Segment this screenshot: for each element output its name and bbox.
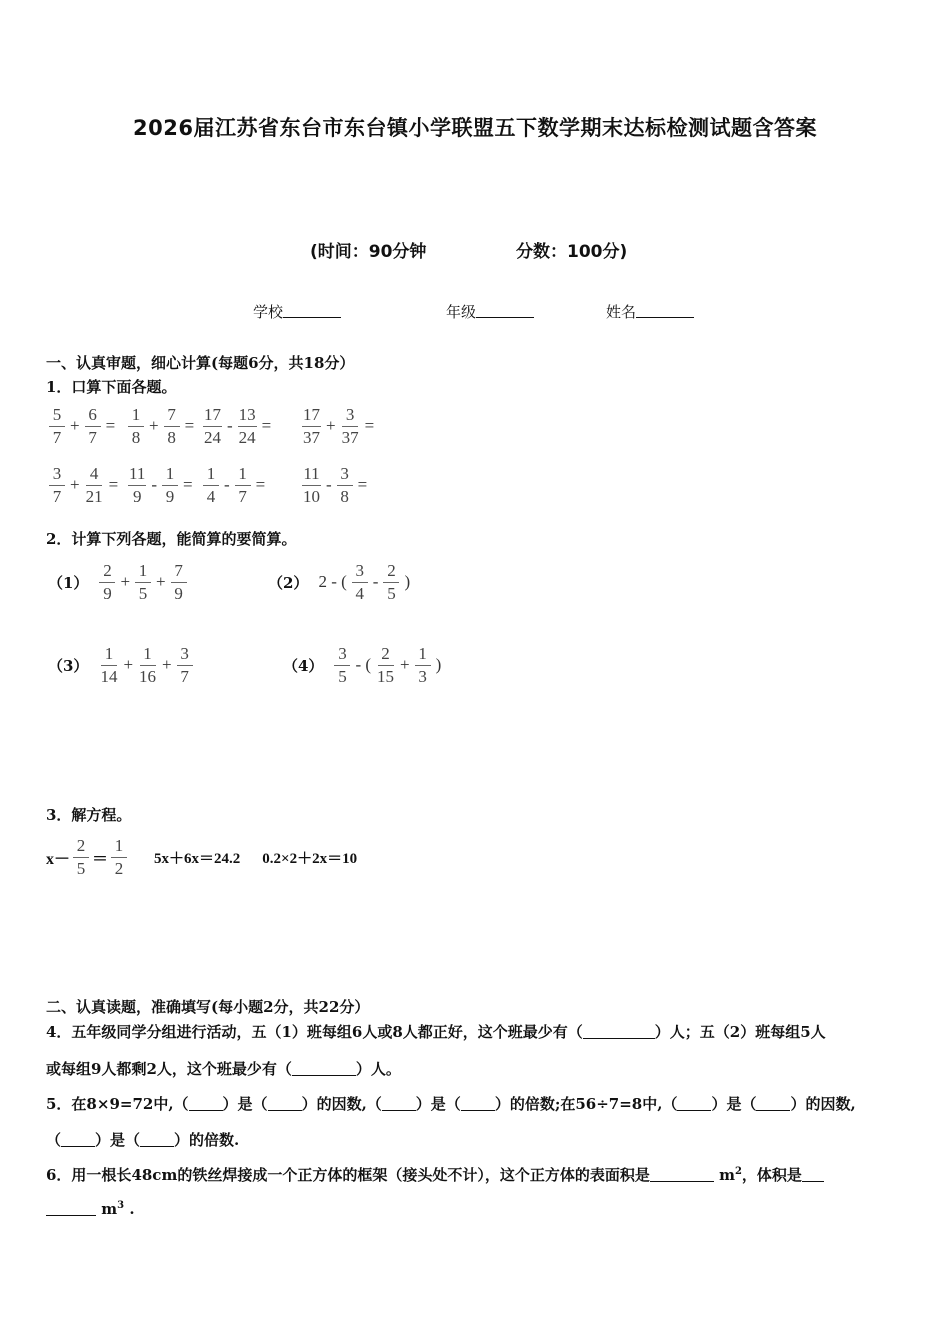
denominator: 2 xyxy=(114,858,124,878)
q3-label: 3．解方程。 xyxy=(46,806,132,824)
fraction xyxy=(85,465,104,506)
numerator: 1 xyxy=(101,645,117,666)
q2-part4-label: （4） xyxy=(283,656,324,675)
q1-item xyxy=(299,465,369,506)
denominator: 7 xyxy=(238,486,247,506)
fraction xyxy=(177,645,193,686)
denominator: 5 xyxy=(76,858,86,878)
q5-blank[interactable] xyxy=(189,1096,223,1111)
fraction xyxy=(341,406,360,447)
operator: = xyxy=(108,475,119,495)
numerator: 1 xyxy=(111,837,127,858)
denominator: 7 xyxy=(52,427,62,447)
fraction xyxy=(99,562,115,603)
operator: = xyxy=(105,416,116,436)
denominator: 9 xyxy=(103,583,112,603)
q3-eq1-frac-a xyxy=(70,837,92,878)
q6-blank2[interactable] xyxy=(802,1167,824,1182)
numerator: 1 xyxy=(235,465,251,486)
q2-part1 xyxy=(48,562,190,603)
q2-label: 2．计算下列各题，能简算的要简算。 xyxy=(46,530,297,548)
numerator: 3 xyxy=(177,645,193,666)
operator: - xyxy=(224,475,230,495)
numerator: 1 xyxy=(135,562,151,583)
q4-blank1[interactable] xyxy=(583,1024,655,1039)
q5-line2: （ ）是（ ）的倍数. xyxy=(46,1131,240,1149)
denominator: 5 xyxy=(338,666,347,686)
section2-heading: 二、认真读题，准确填写(每小题2分，共22分） xyxy=(46,998,370,1016)
fraction xyxy=(415,645,431,686)
numerator: 7 xyxy=(164,406,180,427)
numerator: 1 xyxy=(203,465,219,486)
denominator: 8 xyxy=(167,427,176,447)
denominator: 37 xyxy=(303,427,320,447)
operator: + xyxy=(162,655,172,675)
denominator: 7 xyxy=(88,427,97,447)
numerator: 17 xyxy=(203,406,222,427)
denominator: 7 xyxy=(180,666,189,686)
fraction xyxy=(302,465,321,506)
exam-score: 分数：100分) xyxy=(516,242,628,262)
numerator: 2 xyxy=(99,562,115,583)
numerator: 7 xyxy=(171,562,187,583)
denominator: 9 xyxy=(132,486,142,506)
q4-line2: 或每组9人都剩2人，这个班最少有（ ）人。 xyxy=(46,1060,401,1078)
grade-field[interactable]: 年级 xyxy=(446,301,534,322)
fraction xyxy=(111,837,127,878)
denominator: 4 xyxy=(355,583,365,603)
q5-blank[interactable] xyxy=(677,1096,711,1111)
numerator: 11 xyxy=(128,465,146,486)
q2-part2-tail: ) xyxy=(404,572,411,592)
numerator: 2 xyxy=(73,837,89,858)
numerator: 4 xyxy=(86,465,102,486)
q1-item xyxy=(200,406,273,447)
q2-part2 xyxy=(268,562,412,603)
operator: + xyxy=(156,572,166,592)
q3-eq3: 0.2×2＋2x＝10 xyxy=(262,850,358,867)
denominator: 21 xyxy=(85,486,103,506)
q3-eq1-frac-b xyxy=(108,837,130,878)
fraction xyxy=(352,562,368,603)
q2-part1-expr xyxy=(96,562,189,603)
fraction xyxy=(203,406,222,447)
q3-eq2: 5x＋6x＝24.2 xyxy=(154,850,241,867)
fraction xyxy=(383,562,399,603)
numerator: 2 xyxy=(383,562,399,583)
numerator: 3 xyxy=(49,465,65,486)
operator: = xyxy=(261,416,272,436)
numerator: 6 xyxy=(85,406,101,427)
operator: + xyxy=(120,572,131,592)
numerator: 3 xyxy=(352,562,368,583)
numerator: 5 xyxy=(49,406,65,427)
denominator: 4 xyxy=(206,486,216,506)
operator: + xyxy=(149,416,159,436)
q1-item xyxy=(200,465,267,506)
denominator: 3 xyxy=(418,666,427,686)
denominator: 8 xyxy=(340,486,349,506)
denominator: 15 xyxy=(377,666,395,686)
numerator: 1 xyxy=(128,406,144,427)
denominator: 24 xyxy=(238,427,256,447)
fraction xyxy=(49,465,65,506)
fraction xyxy=(49,406,65,447)
operator: - xyxy=(227,416,233,436)
denominator: 10 xyxy=(303,486,320,506)
denominator: 16 xyxy=(139,666,157,686)
fraction xyxy=(334,645,350,686)
q6-blank1[interactable] xyxy=(650,1167,714,1182)
denominator: 5 xyxy=(387,583,396,603)
q2-part3-expr xyxy=(96,645,195,686)
fraction xyxy=(376,645,395,686)
fraction xyxy=(99,645,118,686)
denominator: 9 xyxy=(174,583,183,603)
denominator: 8 xyxy=(131,427,141,447)
q5-blank[interactable] xyxy=(756,1096,790,1111)
numerator: 17 xyxy=(302,406,321,427)
q2-part2-expr xyxy=(349,562,403,603)
page-title: 2026届江苏省东台市东台镇小学联盟五下数学期末达标检测试题含答案 xyxy=(133,116,817,140)
operator: + xyxy=(123,655,134,675)
q1-item xyxy=(46,465,120,506)
operator: + xyxy=(70,475,80,495)
fraction xyxy=(128,465,146,506)
q2-part4-tail: ) xyxy=(435,655,442,675)
numerator: 1 xyxy=(140,645,156,666)
q4-line1: 4．五年级同学分组进行活动，五（1）班每组6人或8人都正好，这个班最少有（ ）人；五（2）班每组5人 xyxy=(46,1023,826,1041)
operator: - xyxy=(151,475,158,495)
operator: + xyxy=(326,416,336,436)
q3-eq1-equals: ＝ xyxy=(92,850,109,868)
q6-blank2-cont[interactable] xyxy=(46,1201,96,1216)
fraction xyxy=(164,406,180,447)
q2-part2-label: （2） xyxy=(268,573,309,592)
numerator: 3 xyxy=(342,406,358,427)
q1-item xyxy=(46,406,117,447)
denominator: 14 xyxy=(100,666,118,686)
fraction xyxy=(162,465,178,506)
operator: + xyxy=(70,416,80,436)
fraction xyxy=(135,562,151,603)
q6-line1: 6．用一根长48cm的铁丝焊接成一个正方体的框架（接头处不计），这个正方体的表面积是 $m^2$，体积是 xyxy=(46,1164,824,1185)
numerator: 1 xyxy=(415,645,431,666)
section1-heading: 一、认真审题，细心计算(每题6分，共18分） xyxy=(46,354,355,372)
fraction xyxy=(73,837,89,878)
q2-part4-first xyxy=(331,645,353,686)
operator: = xyxy=(183,475,193,495)
operator: + xyxy=(400,655,410,675)
operator: - xyxy=(372,572,379,592)
fraction xyxy=(337,465,353,506)
q5-blank[interactable] xyxy=(461,1096,495,1111)
q2-part1-label: （1） xyxy=(48,573,89,592)
q5-line1: 5．在8×9=72中,（ ）是（ ）的因数,（ ）是（ ）的倍数;在56÷7=8中,（ ）是（ ）的因数, xyxy=(46,1095,856,1113)
q5-blank[interactable] xyxy=(140,1132,174,1147)
operator: = xyxy=(364,416,375,436)
q5-blank[interactable] xyxy=(268,1096,302,1111)
fraction xyxy=(238,406,257,447)
q3-equations xyxy=(46,837,357,878)
fraction xyxy=(235,465,251,506)
q2-part3 xyxy=(48,645,196,686)
q2-part3-label: （3） xyxy=(48,656,89,675)
name-field[interactable]: 姓名 xyxy=(606,301,694,322)
q1-item xyxy=(299,406,376,447)
numerator: 2 xyxy=(378,645,394,666)
q3-eq1-lead: x－ xyxy=(46,850,71,868)
numerator: 13 xyxy=(238,406,257,427)
fraction xyxy=(302,406,321,447)
q1-item xyxy=(125,465,195,506)
numerator: 1 xyxy=(162,465,178,486)
denominator: 9 xyxy=(165,486,175,506)
fraction xyxy=(138,645,157,686)
denominator: 37 xyxy=(341,427,359,447)
q1-label: 1．口算下面各题。 xyxy=(46,378,177,396)
q1-item xyxy=(125,406,196,447)
denominator: 24 xyxy=(204,427,221,447)
q2-part2-lead: 2 - ( xyxy=(318,572,347,592)
q2-part4-mid: - ( xyxy=(355,655,372,675)
numerator: 11 xyxy=(302,465,320,486)
numerator: 3 xyxy=(334,645,350,666)
fraction xyxy=(203,465,219,506)
q5-blank[interactable] xyxy=(61,1132,95,1147)
fraction xyxy=(85,406,101,447)
operator: = xyxy=(255,475,266,495)
numerator: 3 xyxy=(337,465,353,486)
school-field[interactable]: 学校 xyxy=(253,301,341,322)
operator: = xyxy=(357,475,368,495)
operator: = xyxy=(184,416,195,436)
fraction xyxy=(128,406,144,447)
q5-blank[interactable] xyxy=(382,1096,416,1111)
fraction xyxy=(171,562,187,603)
q4-blank2[interactable] xyxy=(292,1061,356,1076)
q6-line2: $m^3$ . xyxy=(46,1200,135,1218)
q2-part4-expr xyxy=(373,645,434,686)
denominator: 7 xyxy=(52,486,62,506)
q2-part4 xyxy=(283,645,443,686)
operator: - xyxy=(326,475,332,495)
denominator: 5 xyxy=(138,583,148,603)
exam-time: (时间：90分钟 xyxy=(310,242,427,262)
